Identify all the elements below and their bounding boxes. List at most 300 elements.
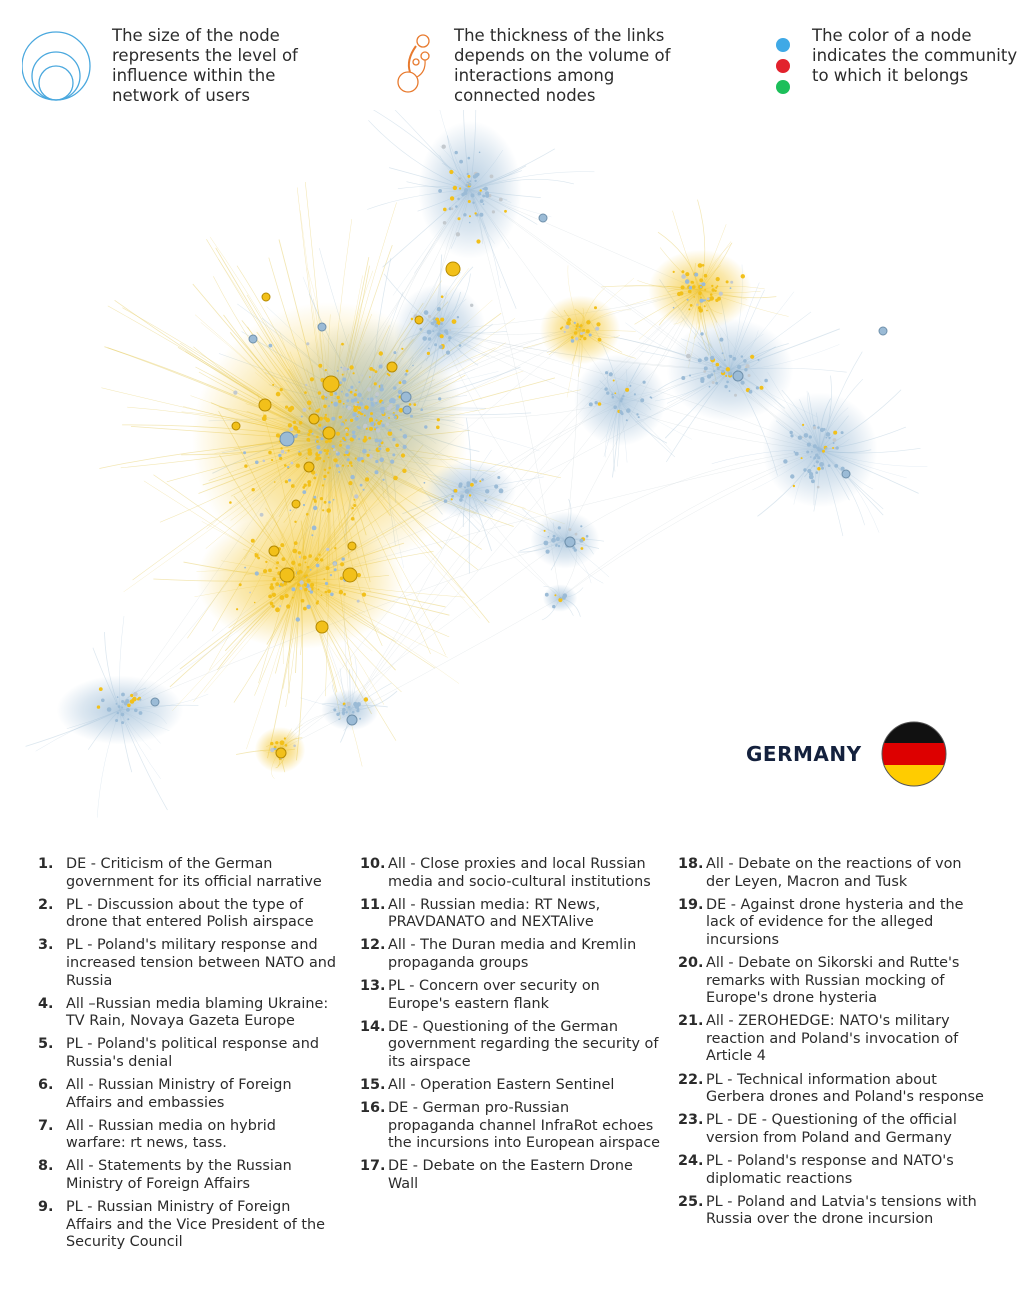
network-node — [716, 277, 720, 281]
network-node — [685, 272, 689, 276]
network-node — [427, 330, 432, 335]
network-node — [717, 367, 720, 370]
community-list-item — [360, 897, 660, 932]
network-node — [707, 297, 710, 300]
network-node — [760, 386, 764, 390]
network-node — [694, 273, 698, 277]
network-node — [832, 447, 834, 449]
network-node — [469, 180, 471, 182]
network-node — [401, 453, 405, 457]
community-number: 4. — [38, 995, 54, 1012]
network-node — [483, 203, 485, 205]
network-node — [353, 372, 355, 374]
network-node — [432, 330, 434, 332]
network-node — [793, 485, 795, 487]
network-node — [626, 408, 631, 413]
network-node — [291, 462, 294, 465]
network-node — [393, 476, 398, 481]
community-description: All - Russian media on hybrid warfare: rt news, tass. — [66, 1117, 276, 1152]
network-node — [711, 285, 713, 287]
network-node — [268, 451, 272, 455]
network-node — [717, 285, 719, 287]
network-node — [348, 706, 351, 709]
network-node — [422, 336, 427, 341]
network-node — [291, 484, 295, 488]
network-node — [460, 494, 464, 498]
network-node — [560, 597, 562, 599]
network-node — [564, 331, 566, 333]
network-node — [340, 367, 342, 369]
network-node — [243, 451, 246, 454]
network-node — [442, 145, 446, 149]
network-node — [482, 195, 485, 198]
network-node — [719, 366, 721, 368]
network-node — [440, 334, 444, 338]
network-node — [332, 445, 335, 448]
network-node — [279, 605, 281, 607]
network-node — [298, 563, 301, 566]
community-list-column-2 — [360, 856, 660, 1199]
network-node — [319, 451, 322, 454]
network-node — [457, 316, 459, 318]
network-node — [307, 401, 312, 406]
network-node — [312, 526, 317, 531]
network-node — [704, 274, 708, 278]
network-node — [556, 544, 558, 546]
network-node — [269, 344, 273, 348]
community-number: 3. — [38, 937, 54, 954]
network-node — [819, 462, 824, 467]
network-node — [107, 707, 112, 712]
network-node — [480, 189, 482, 191]
network-node — [826, 432, 831, 437]
network-node — [726, 367, 730, 371]
legend-color-text: The color of a node indicates the community to which it belongs — [812, 26, 1017, 85]
network-node — [388, 377, 391, 380]
network-node — [340, 416, 342, 418]
community-number: 10. — [360, 856, 386, 872]
network-node — [744, 368, 747, 371]
network-node — [479, 152, 481, 154]
network-node — [375, 392, 379, 396]
network-node — [280, 583, 283, 586]
network-node — [710, 293, 713, 296]
network-node — [117, 696, 119, 698]
network-node — [280, 595, 285, 600]
network-node — [137, 698, 140, 701]
network-node — [681, 285, 685, 289]
community-description: PL - Poland's response and NATO's diplomatic reactions — [706, 1152, 954, 1187]
network-node — [626, 419, 628, 421]
network-node — [427, 352, 430, 355]
network-node — [304, 588, 307, 591]
network-node — [729, 390, 731, 392]
network-node — [260, 513, 264, 517]
network-node — [303, 556, 307, 560]
network-node — [366, 428, 368, 430]
community-list-item — [38, 897, 338, 932]
network-node — [469, 222, 471, 224]
community-number: 20. — [678, 954, 704, 971]
network-node — [815, 454, 818, 457]
network-node — [344, 705, 346, 707]
network-node — [459, 344, 462, 347]
network-node — [352, 711, 355, 714]
network-node — [236, 608, 238, 610]
network-node — [308, 483, 311, 486]
network-node — [396, 407, 399, 410]
community-list-item — [678, 856, 988, 891]
network-node — [438, 397, 441, 400]
network-node — [375, 402, 378, 405]
green-community-dot — [776, 80, 790, 94]
network-node — [437, 418, 440, 421]
network-node — [756, 386, 759, 389]
network-node — [302, 486, 305, 489]
germany-flag-icon — [881, 721, 947, 787]
network-node — [403, 434, 408, 439]
network-node — [281, 450, 285, 454]
network-node — [363, 489, 365, 491]
network-node — [468, 157, 471, 160]
network-node — [121, 713, 125, 717]
network-node — [580, 332, 583, 335]
network-node — [323, 475, 326, 478]
network-node — [336, 451, 338, 453]
network-node — [292, 597, 294, 599]
network-node — [546, 550, 550, 554]
network-node — [296, 464, 300, 468]
network-node — [724, 359, 726, 361]
network-node — [276, 561, 279, 564]
network-node — [352, 507, 354, 509]
network-node — [424, 310, 429, 315]
network-node — [688, 359, 690, 361]
network-node — [279, 457, 282, 460]
network-node — [328, 405, 330, 407]
network-node — [465, 489, 470, 494]
network-node — [334, 392, 337, 395]
network-node — [622, 395, 624, 397]
network-node — [328, 501, 331, 504]
community-description: All - The Duran media and Kremlin propaganda groups — [388, 937, 637, 971]
network-node — [472, 478, 476, 482]
network-node — [322, 484, 324, 486]
community-description: All - Debate on Sikorski and Rutte's remarks with Russian mocking of Europe's drone hysteria — [706, 954, 960, 1007]
network-node — [613, 405, 617, 409]
influential-node — [842, 470, 850, 478]
network-node — [435, 324, 439, 328]
network-node — [580, 525, 582, 527]
network-node — [552, 605, 555, 608]
network-node — [741, 355, 743, 357]
network-node — [375, 460, 378, 463]
network-node — [316, 445, 320, 449]
network-node — [401, 348, 403, 350]
network-node — [696, 304, 698, 306]
network-node — [133, 692, 138, 697]
network-node — [582, 329, 585, 332]
network-node — [574, 331, 577, 334]
network-node — [275, 582, 279, 586]
network-node — [325, 582, 328, 585]
community-cluster — [394, 284, 486, 376]
network-node — [370, 412, 373, 415]
network-node — [790, 474, 794, 478]
network-node — [816, 460, 819, 463]
network-node — [434, 343, 437, 346]
network-node — [378, 439, 382, 443]
network-node — [333, 402, 338, 407]
influential-node — [879, 327, 887, 335]
network-node — [325, 397, 327, 399]
community-number: 13. — [360, 978, 386, 995]
network-node — [347, 368, 349, 370]
influential-node — [733, 371, 743, 381]
network-node — [455, 151, 458, 154]
network-node — [366, 471, 368, 473]
network-node — [321, 396, 324, 399]
network-node — [375, 470, 379, 474]
network-node — [575, 533, 578, 536]
network-node — [748, 374, 751, 377]
influential-node — [259, 399, 271, 411]
network-node — [388, 374, 390, 376]
network-node — [290, 510, 292, 512]
network-node — [467, 175, 470, 178]
network-node — [783, 459, 787, 463]
network-node — [741, 381, 745, 385]
network-node — [700, 379, 704, 383]
network-node — [494, 484, 498, 488]
community-list-item — [38, 1158, 338, 1193]
network-node — [457, 198, 460, 201]
network-node — [428, 348, 430, 350]
network-node — [499, 489, 504, 494]
community-number: 18. — [678, 856, 704, 872]
network-node — [699, 308, 703, 312]
community-description: All - Operation Eastern Sentinel — [388, 1077, 615, 1094]
community-list-column-1 — [38, 856, 338, 1257]
network-node — [304, 391, 307, 394]
linked-nodes-icon — [392, 30, 442, 110]
network-node — [296, 617, 300, 621]
network-node — [548, 536, 550, 538]
network-node — [379, 387, 384, 392]
network-node — [316, 436, 319, 439]
network-node — [272, 577, 276, 581]
network-node — [579, 339, 581, 341]
network-node — [339, 444, 342, 447]
network-node — [347, 458, 350, 461]
network-node — [712, 381, 715, 384]
influential-node — [309, 414, 319, 424]
community-list-column-3 — [678, 856, 988, 1234]
network-node — [459, 187, 461, 189]
community-list-item — [38, 996, 338, 1031]
network-node — [749, 390, 753, 394]
network-node — [595, 327, 599, 331]
influential-node — [387, 362, 397, 372]
community-description: DE - Questioning of the German government regarding the security of its airspace — [388, 1018, 659, 1070]
network-node — [433, 320, 437, 324]
network-node — [468, 183, 471, 186]
network-node — [121, 707, 123, 709]
influential-node — [249, 335, 257, 343]
network-node — [376, 428, 380, 432]
network-node — [571, 339, 575, 343]
network-node — [349, 365, 353, 369]
network-node — [802, 437, 804, 439]
network-node — [710, 356, 714, 360]
network-node — [679, 291, 683, 295]
network-node — [443, 221, 447, 225]
community-cluster — [648, 250, 752, 331]
network-node — [379, 457, 384, 462]
network-node — [357, 600, 360, 603]
influential-node — [446, 262, 460, 276]
network-node — [813, 426, 816, 429]
network-node — [353, 504, 356, 507]
network-node — [318, 391, 322, 395]
network-node — [244, 464, 247, 467]
network-node — [345, 393, 349, 397]
network-node — [389, 429, 392, 432]
network-node — [451, 498, 453, 500]
network-node — [790, 431, 793, 434]
network-node — [307, 579, 311, 583]
network-node — [689, 286, 693, 290]
network-node — [470, 483, 474, 487]
network-node — [480, 199, 484, 203]
network-node — [586, 329, 590, 333]
network-node — [551, 538, 556, 543]
network-node — [374, 382, 377, 385]
network-node — [361, 375, 363, 377]
network-node — [318, 364, 322, 368]
community-list-item — [38, 1077, 338, 1112]
network-node — [358, 381, 360, 383]
network-node — [342, 711, 345, 714]
network-node — [393, 413, 396, 416]
network-node — [725, 375, 727, 377]
network-node — [285, 480, 288, 483]
network-node — [288, 423, 292, 427]
network-node — [342, 708, 346, 712]
network-node — [411, 398, 413, 400]
network-graph — [0, 110, 1017, 820]
network-node — [343, 593, 346, 596]
network-node — [310, 569, 312, 571]
network-node — [284, 737, 286, 739]
network-node — [323, 449, 326, 452]
network-node — [469, 494, 471, 496]
network-node — [724, 385, 727, 388]
network-node — [499, 198, 503, 202]
network-node — [360, 484, 363, 487]
network-node — [352, 434, 356, 438]
network-node — [692, 285, 696, 289]
network-node — [337, 396, 340, 399]
community-list-item — [678, 897, 988, 950]
network-node — [479, 213, 483, 217]
influential-node — [401, 392, 411, 402]
network-node — [363, 438, 367, 442]
network-node — [715, 382, 718, 385]
network-node — [254, 602, 256, 604]
network-node — [287, 466, 289, 468]
network-node — [355, 389, 357, 391]
network-node — [444, 499, 448, 503]
network-node — [566, 321, 571, 326]
network-node — [367, 406, 369, 408]
network-node — [350, 475, 354, 479]
network-node — [577, 323, 579, 325]
network-node — [288, 450, 290, 452]
network-node — [390, 460, 394, 464]
network-node — [297, 583, 300, 586]
network-node — [293, 426, 297, 430]
community-number: 25. — [678, 1193, 704, 1210]
network-node — [233, 391, 237, 395]
network-node — [698, 291, 702, 295]
network-node — [323, 460, 325, 462]
network-node — [303, 504, 305, 506]
network-node — [275, 607, 280, 612]
network-node — [420, 408, 423, 411]
network-node — [262, 416, 267, 421]
community-description: PL - DE - Questioning of the official version from Poland and Germany — [706, 1112, 957, 1146]
influential-node — [403, 406, 411, 414]
network-node — [115, 719, 118, 722]
network-node — [121, 721, 124, 724]
network-node — [350, 391, 353, 394]
network-node — [479, 480, 481, 482]
network-node — [481, 478, 484, 481]
network-node — [263, 460, 266, 463]
network-node — [386, 423, 389, 426]
network-node — [341, 557, 344, 560]
network-node — [340, 577, 344, 581]
community-description: DE - Against drone hysteria and the lack of evidence for the alleged incursions — [706, 896, 964, 948]
network-node — [97, 705, 100, 708]
network-node — [334, 568, 337, 571]
network-node — [817, 486, 820, 489]
network-node — [313, 477, 316, 480]
community-list-item — [38, 937, 338, 990]
network-node — [382, 412, 384, 414]
network-node — [252, 488, 255, 491]
community-list-item — [360, 1077, 660, 1095]
network-node — [282, 557, 286, 561]
network-node — [338, 400, 341, 403]
influential-node — [262, 293, 270, 301]
community-number: 7. — [38, 1117, 54, 1134]
network-node — [326, 548, 329, 551]
network-node — [310, 377, 314, 381]
network-node — [325, 591, 328, 594]
network-node — [343, 403, 345, 405]
network-node — [358, 406, 361, 409]
network-node — [472, 202, 474, 204]
network-node — [289, 427, 293, 431]
network-node — [704, 305, 706, 307]
network-node — [651, 397, 653, 399]
network-node — [813, 458, 815, 460]
network-node — [298, 551, 301, 554]
network-node — [369, 376, 371, 378]
network-node — [278, 454, 281, 457]
